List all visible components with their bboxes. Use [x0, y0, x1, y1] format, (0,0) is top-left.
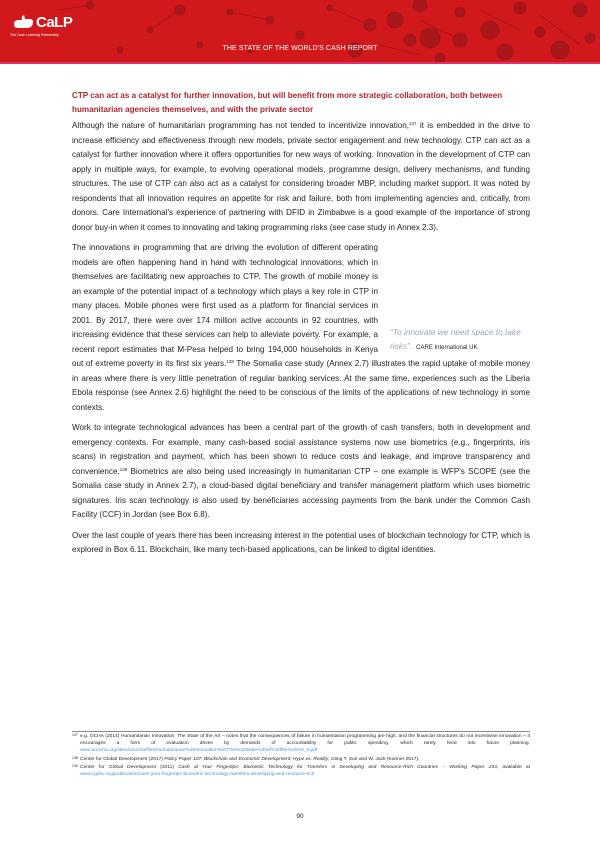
header-divider	[0, 62, 600, 64]
page-number: 90	[296, 813, 304, 820]
footnote-link[interactable]: www.cgdev.org/publication/cash-your-fingertips-biometric-technology-transfers-developing-and-resource-rich	[80, 772, 315, 778]
footnote-ref-139[interactable]: 139	[119, 466, 128, 472]
calp-logo	[10, 12, 73, 37]
paragraph-with-quote	[72, 241, 530, 415]
footnote-text: Center for Global Development (2011)	[80, 764, 179, 770]
paragraph-text: Over the last couple of years there has been increasing interest in the potential uses of blockchain technology for CTP, which is explored in Box 6.11. Blockchain, like many tech-based applications, can be linked to digital identities.	[72, 530, 530, 554]
footnote-ref-138[interactable]: 138	[226, 359, 234, 364]
logo-tagline: The Cash Learning Partnership	[10, 33, 59, 37]
paragraph-1	[72, 119, 530, 235]
footnote-text: e.g. OCHA (2014) Humanitarian Innovation: The State of the Art – notes that the consequences of failure in humanitarian programming are high, and the financial structures do not incentivise innovation – it encourages a form of evaluation driven by demands of accountability for public spending, which rarely feed into future planning.	[80, 734, 530, 747]
footnote-139	[72, 764, 530, 778]
main-content	[72, 89, 530, 564]
paragraph-text: Work to integrate technological advances has been a central part of the growth of cash transfers, both in development and emergency contexts. For example, many cash-based social assistance systems now use biometrics (e.g., fingerprints, iris scans) in registration and payment, which has been shown to reduce costs and leakage, and improve transparency and convenience.	[72, 423, 530, 476]
paragraph-4	[72, 529, 530, 558]
footnote-138	[72, 756, 530, 763]
paragraph-text: Although the nature of humanitarian programming has not tended to incentivize innovation,	[72, 121, 410, 130]
footnote-text: , citing T. Suri and W. Jack (Konner 2017).	[328, 756, 420, 762]
footnote-text: Center for Global Development (2017)	[80, 756, 165, 762]
pull-quote-text: “To innovate we need space to take risks”.	[390, 327, 521, 351]
pull-quote-attribution: CARE International UK	[416, 345, 478, 351]
footnote-link[interactable]: www.unocha.org/sites/unocha/files/Humanitarian%20Innovation%20The%20State%20of%20the%20Art_0.pdf	[80, 748, 318, 754]
paragraph-text: Biometrics are also being used increasingly in humanitarian CTP – one example is WFP's SCOPE (see the Somalia case study in Annex 2.7), a cloud-based digital beneficiary and transfer management platform which uses biometric signatures. Iris scan technology is also used by beneficiaries accessing payments from the bank under the Common Cash Facility (CCF) in Jordan (see Box 6.8).	[72, 466, 530, 519]
section-subheading: CTP can act as a catalyst for further innovation, but will benefit from more strategic collaboration, both between humanitarian agencies themselves, and with the private sector	[72, 91, 503, 114]
footnote-title: Policy Paper 107: Blockchain and Economic Development: Hype vs. Reality	[164, 756, 329, 762]
network-pattern-decoration	[0, 0, 600, 62]
footnote-text: , available at	[496, 764, 530, 770]
paragraph-text: it is embedded in the drive to increase efficiency and effectiveness through new models, private sector engagement and new technology. CTP can act as a catalyst for further innovation where it offers opportunities for new ways of working. Innovation in the development of CTP can apply in multiple ways, for example, to evolving operational models, programme design, delivery mechanisms, and funding structures. The use of CTP can also act as a catalyst for considering broader MBP, including market support. It was noted by respondents that all innovation requires an appetite for risk and failure, both from implementing agencies and, critically, from donors. Care International's experience of partnering with DFID in Zimbabwe is a good example of the importance of strong donor buy-in when it comes to innovating and taking programming risks (see case study in Annex 2.3).	[72, 121, 530, 232]
footnote-number: 139	[72, 763, 78, 768]
footnote-number: 137	[72, 733, 78, 737]
report-title: THE STATE OF THE WORLD'S CASH REPORT	[222, 45, 378, 52]
footnote-137	[72, 733, 530, 755]
footnote-ref-137[interactable]: 137	[409, 121, 417, 126]
footnote-number: 138	[72, 755, 78, 760]
footnote-title: Cash at Your Fingertips: Biometric Technology for Transfers in Developing and Resource-Rich Countries – Working Paper 253	[178, 764, 497, 770]
logo-wordmark: CaLP	[36, 14, 73, 31]
paragraph-text: The Somalia case study (Annex 2.7) illustrates the rapid uptake of mobile money in areas where there is very little penetration of regular banking services. At the same time, experiences such as the Liberia Ebola response (see Annex 2.6) highlight the need to be conscious of the limits of the applications of new technology in some contexts.	[72, 359, 530, 412]
paragraph-text: The innovations in programming that are driving the evolution of different operating models are often happening hand in hand with technological innovations, which in themselves are facilitating new approaches to CTP. The growth of mobile money is an example of the potential impact of a technology which plays a key role in CTP in many places. Mobile phones were first used as a platform for financial services in 2001. By 2017, there were over 174 million active accounts in 92 countries, with increasing evidence that these services can help to alleviate poverty. For example, a recent report estimates that M-Pesa helped to bring 194,000 households in Kenya out of extreme poverty in its first six years.	[72, 243, 378, 368]
report-header	[0, 0, 600, 62]
hand-icon	[12, 14, 34, 30]
footnotes	[72, 733, 530, 779]
footnote-divider	[72, 731, 530, 732]
pull-quote	[390, 325, 530, 355]
paragraph-3	[72, 421, 530, 523]
